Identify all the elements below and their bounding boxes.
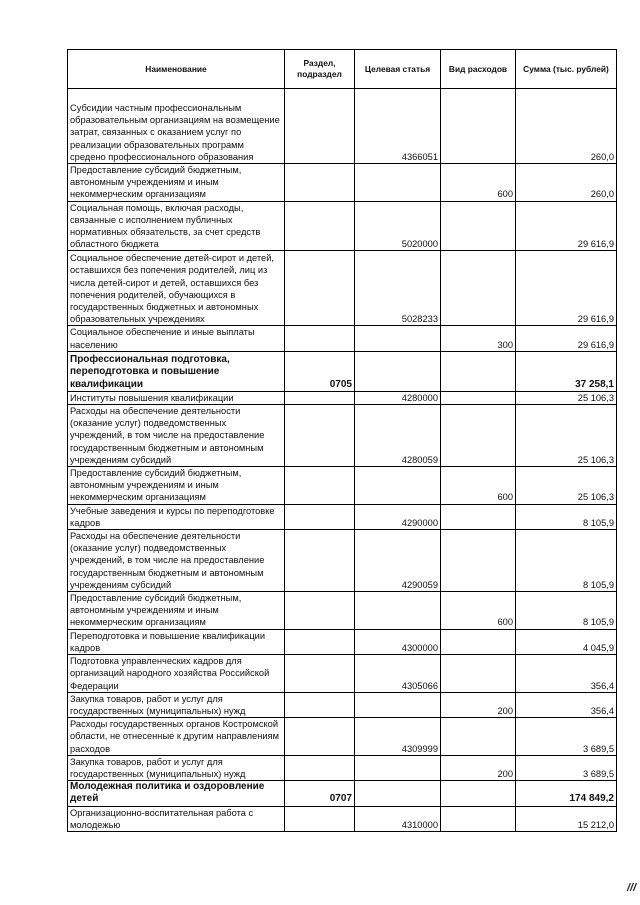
table-row [68, 655, 617, 693]
row-target-cell: 4290059 [355, 530, 441, 592]
row-name-cell: Подготовка управленческих кадров для организаций народного хозяйства Российской Федерации [68, 655, 285, 693]
row-sum-cell: 25 106,3 [516, 391, 617, 404]
row-target-cell: 4366051 [355, 89, 441, 164]
row-sum-cell: 356,4 [516, 655, 617, 693]
row-sum-cell: 8 105,9 [516, 530, 617, 592]
row-sum-cell: 174 849,2 [516, 781, 617, 806]
header-expense: Вид расходов [441, 50, 516, 89]
table-row [68, 530, 617, 592]
table-row [68, 467, 617, 505]
row-section-cell: 0705 [285, 351, 355, 391]
row-section-cell [285, 164, 355, 202]
row-expense-cell [441, 351, 516, 391]
row-target-cell [355, 164, 441, 202]
row-target-cell: 5028233 [355, 251, 441, 326]
row-expense-cell: 600 [441, 467, 516, 505]
row-target-cell: 5020000 [355, 201, 441, 251]
row-name-cell: Расходы на обеспечение деятельности (оказание услуг) подведомственных учреждений, в том числе на предоставление государственным бюджетным и автономным учреждениям субсидий [68, 530, 285, 592]
row-expense-cell: 600 [441, 164, 516, 202]
row-expense-cell: 200 [441, 755, 516, 780]
header-target: Целевая статья [355, 50, 441, 89]
row-section-cell [285, 755, 355, 780]
table-row [68, 755, 617, 780]
row-name-cell: Субсидии частным профессиональным образовательным организациям на возмещение затрат, связанных с оказанием услуг по реализации образовательных программ средено профессионального образования [68, 89, 285, 164]
row-expense-cell [441, 530, 516, 592]
row-section-cell [285, 391, 355, 404]
row-expense-cell [441, 806, 516, 831]
row-name-cell: Организационно-воспитательная работа с молодежью [68, 806, 285, 831]
row-section-cell [285, 718, 355, 756]
table-row [68, 692, 617, 717]
row-name-cell: Институты повышения квалификации [68, 391, 285, 404]
row-sum-cell: 4 045,9 [516, 629, 617, 654]
row-sum-cell: 37 258,1 [516, 351, 617, 391]
table-row [68, 326, 617, 351]
table-row [68, 504, 617, 529]
header-sum: Сумма (тыс. рублей) [516, 50, 617, 89]
row-sum-cell: 15 212,0 [516, 806, 617, 831]
row-sum-cell: 3 689,5 [516, 755, 617, 780]
row-section-cell [285, 592, 355, 630]
row-expense-cell [441, 251, 516, 326]
row-sum-cell: 8 105,9 [516, 592, 617, 630]
header-name: Наименование [68, 50, 285, 89]
row-sum-cell: 29 616,9 [516, 326, 617, 351]
row-expense-cell [441, 504, 516, 529]
row-section-cell [285, 692, 355, 717]
row-sum-cell: 8 105,9 [516, 504, 617, 529]
table-body [68, 89, 617, 832]
row-name-cell: Переподготовка и повышение квалификации кадров [68, 629, 285, 654]
row-expense-cell [441, 781, 516, 806]
row-name-cell: Предоставление субсидий бюджетным, автономным учреждениям и иным некоммерческим организациям [68, 467, 285, 505]
table-header-row [68, 50, 617, 89]
row-expense-cell [441, 405, 516, 467]
table-row [68, 629, 617, 654]
row-section-cell [285, 806, 355, 831]
row-name-cell: Закупка товаров, работ и услуг для государственных (муниципальных) нужд [68, 692, 285, 717]
row-sum-cell: 25 106,3 [516, 405, 617, 467]
row-sum-cell: 29 616,9 [516, 201, 617, 251]
row-sum-cell: 356,4 [516, 692, 617, 717]
row-expense-cell [441, 629, 516, 654]
row-section-cell [285, 89, 355, 164]
table-row [68, 781, 617, 806]
row-name-cell: Закупка товаров, работ и услуг для государственных (муниципальных) нужд [68, 755, 285, 780]
table-row [68, 251, 617, 326]
table-row [68, 89, 617, 164]
table-row [68, 718, 617, 756]
row-sum-cell: 25 106,3 [516, 467, 617, 505]
row-target-cell [355, 467, 441, 505]
row-target-cell: 4305066 [355, 655, 441, 693]
row-section-cell [285, 629, 355, 654]
table-row [68, 201, 617, 251]
row-target-cell [355, 351, 441, 391]
row-expense-cell [441, 201, 516, 251]
budget-table [67, 49, 617, 832]
row-expense-cell [441, 89, 516, 164]
row-name-cell: Социальная помощь, включая расходы, связанные с исполнением публичных нормативных обязательств, за счет средств областного бюджета [68, 201, 285, 251]
row-target-cell: 4300000 [355, 629, 441, 654]
row-expense-cell [441, 655, 516, 693]
row-expense-cell [441, 391, 516, 404]
table-row [68, 164, 617, 202]
row-section-cell [285, 504, 355, 529]
table-row [68, 405, 617, 467]
row-target-cell [355, 326, 441, 351]
row-name-cell: Расходы на обеспечение деятельности (оказание услуг) подведомственных учреждений, в том числе на предоставление государственным бюджетным и автономным учреждениям субсидий [68, 405, 285, 467]
row-expense-cell [441, 718, 516, 756]
row-target-cell [355, 781, 441, 806]
row-expense-cell: 300 [441, 326, 516, 351]
row-section-cell [285, 530, 355, 592]
row-name-cell: Профессиональная подготовка, переподготовка и повышение квалификации [68, 351, 285, 391]
row-section-cell [285, 467, 355, 505]
row-target-cell: 4280059 [355, 405, 441, 467]
row-sum-cell: 260,0 [516, 164, 617, 202]
row-name-cell: Предоставление субсидий бюджетным, автономным учреждениям и иным некоммерческим организациям [68, 592, 285, 630]
row-sum-cell: 29 616,9 [516, 251, 617, 326]
row-name-cell: Предоставление субсидий бюджетным, автономным учреждениям и иным некоммерческим организациям [68, 164, 285, 202]
row-target-cell [355, 692, 441, 717]
row-target-cell: 4290000 [355, 504, 441, 529]
row-name-cell: Расходы государственных органов Костромской области, не отнесенные к другим направлениям расходов [68, 718, 285, 756]
row-section-cell [285, 201, 355, 251]
row-sum-cell: 260,0 [516, 89, 617, 164]
row-target-cell [355, 755, 441, 780]
row-section-cell [285, 251, 355, 326]
row-expense-cell: 200 [441, 692, 516, 717]
row-name-cell: Молодежная политика и оздоровление детей [68, 781, 285, 806]
row-target-cell: 4310000 [355, 806, 441, 831]
page-mark: /// [627, 882, 637, 894]
row-name-cell: Учебные заведения и курсы по переподготовке кадров [68, 504, 285, 529]
row-target-cell: 4280000 [355, 391, 441, 404]
row-section-cell [285, 655, 355, 693]
row-section-cell [285, 326, 355, 351]
row-section-cell: 0707 [285, 781, 355, 806]
row-target-cell [355, 592, 441, 630]
table-row [68, 391, 617, 404]
row-expense-cell: 600 [441, 592, 516, 630]
table-row [68, 592, 617, 630]
table-row [68, 806, 617, 831]
header-section: Раздел, подраздел [285, 50, 355, 89]
row-name-cell: Социальное обеспечение детей-сирот и детей, оставшихся без попечения родителей, лиц из числа детей-сирот и детей, оставшихся без попечения родителей, обучающихся в государственных бюджетных и автономных образовательных учреждениях [68, 251, 285, 326]
row-target-cell: 4309999 [355, 718, 441, 756]
row-sum-cell: 3 689,5 [516, 718, 617, 756]
table-row [68, 351, 617, 391]
row-section-cell [285, 405, 355, 467]
row-name-cell: Социальное обеспечение и иные выплаты населению [68, 326, 285, 351]
